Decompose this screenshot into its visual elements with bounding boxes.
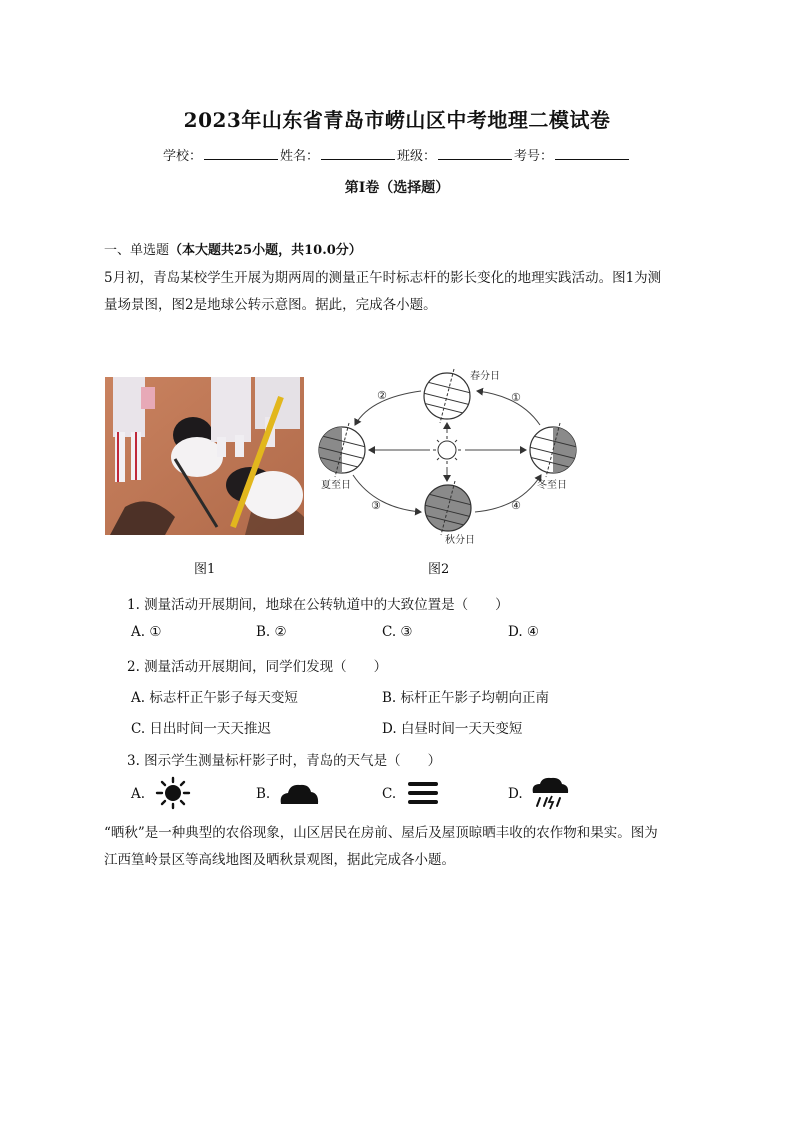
- orbit-arc-3: [353, 475, 421, 512]
- school-label: 学校：: [162, 149, 202, 164]
- orbit-arc-1: [477, 391, 540, 425]
- section-title: 一、单选题: [104, 243, 170, 258]
- orbit-arc-2: [355, 391, 421, 425]
- figure-1-caption: 图1: [194, 562, 216, 577]
- passage-2: [104, 820, 694, 874]
- label-autumn-equinox: 秋分日: [445, 535, 475, 546]
- volume-heading: 第I卷（选择题）: [344, 180, 450, 196]
- question-3-option-b[interactable]: B.: [256, 786, 271, 802]
- figure-2-caption: 图2: [428, 562, 450, 577]
- earth-autumn-equinox: [424, 481, 472, 535]
- question-3-option-a[interactable]: A.: [131, 786, 146, 802]
- section-detail: （本大题共25小题，共10.0分）: [169, 243, 362, 258]
- question-1-option-a[interactable]: A. ①: [131, 624, 162, 640]
- label-position-3: ③: [371, 499, 381, 512]
- passage-1-line-1: 5月初，青岛某校学生开展为期两周的测量正午时标志杆的影长变化的地理实践活动。图1为测: [104, 270, 662, 286]
- class-blank[interactable]: [438, 147, 512, 160]
- exam-no-blank[interactable]: [555, 147, 629, 160]
- passage-1: [104, 265, 694, 319]
- school-blank[interactable]: [204, 147, 278, 160]
- earth-winter-solstice: [529, 423, 577, 478]
- fog-icon: [406, 780, 440, 806]
- earth-spring-equinox: [423, 369, 471, 423]
- question-1-option-c[interactable]: C. ③: [382, 624, 413, 640]
- question-2-stem: 2. 测量活动开展期间，同学们发现（ ）: [127, 659, 388, 675]
- label-position-1: ①: [511, 391, 521, 404]
- question-1-option-d[interactable]: D. ④: [508, 624, 540, 640]
- sun-icon: [433, 436, 461, 464]
- question-3-stem: 3. 图示学生测量标杆影子时，青岛的天气是（ ）: [127, 753, 442, 769]
- orbit-arc-4: [475, 475, 541, 512]
- exam-no-label: 考号：: [514, 149, 554, 164]
- question-1-option-b[interactable]: B. ②: [256, 624, 287, 640]
- name-label: 姓名：: [279, 149, 319, 164]
- label-winter-solstice: 冬至日: [537, 480, 567, 491]
- label-spring-equinox: 春分日: [470, 371, 500, 382]
- question-3-option-c[interactable]: C.: [382, 786, 397, 802]
- passage-2-line-2: 江西篁岭景区等高线地图及晒秋景观图，据此完成各小题。: [104, 852, 455, 868]
- exam-title: 2023年山东省青岛市崂山区中考地理二模试卷: [183, 108, 611, 132]
- label-summer-solstice: 夏至日: [321, 480, 351, 491]
- earth-summer-solstice: [318, 423, 366, 478]
- name-blank[interactable]: [321, 147, 395, 160]
- student-info-line: [0, 145, 794, 164]
- sun-icon: [154, 776, 192, 810]
- figure-1-photo: [105, 377, 304, 535]
- question-2-option-a[interactable]: A. 标志杆正午影子每天变短: [131, 690, 298, 706]
- overcast-icon: [278, 780, 320, 806]
- thunderstorm-icon: [530, 776, 570, 810]
- figure-2-orbit-diagram: [315, 363, 585, 548]
- passage-1-line-2: 量场景图，图2是地球公转示意图。据此，完成各小题。: [104, 297, 437, 313]
- question-1-stem: 1. 测量活动开展期间，地球在公转轨道中的大致位置是（ ）: [127, 597, 509, 613]
- question-3-option-d[interactable]: D.: [508, 786, 523, 802]
- question-2-option-d[interactable]: D. 白昼时间一天天变短: [382, 721, 523, 737]
- label-position-2: ②: [377, 389, 387, 402]
- question-2-option-b[interactable]: B. 标杆正午影子均朝向正南: [382, 690, 550, 706]
- question-2-option-c[interactable]: C. 日出时间一天天推迟: [131, 721, 271, 737]
- class-label: 班级：: [397, 149, 437, 164]
- section-heading: [104, 239, 362, 258]
- label-position-4: ④: [511, 499, 521, 512]
- passage-2-line-1: “晒秋”是一种典型的农俗现象，山区居民在房前、屋后及屋顶晾晒丰收的农作物和果实。图为: [104, 825, 658, 841]
